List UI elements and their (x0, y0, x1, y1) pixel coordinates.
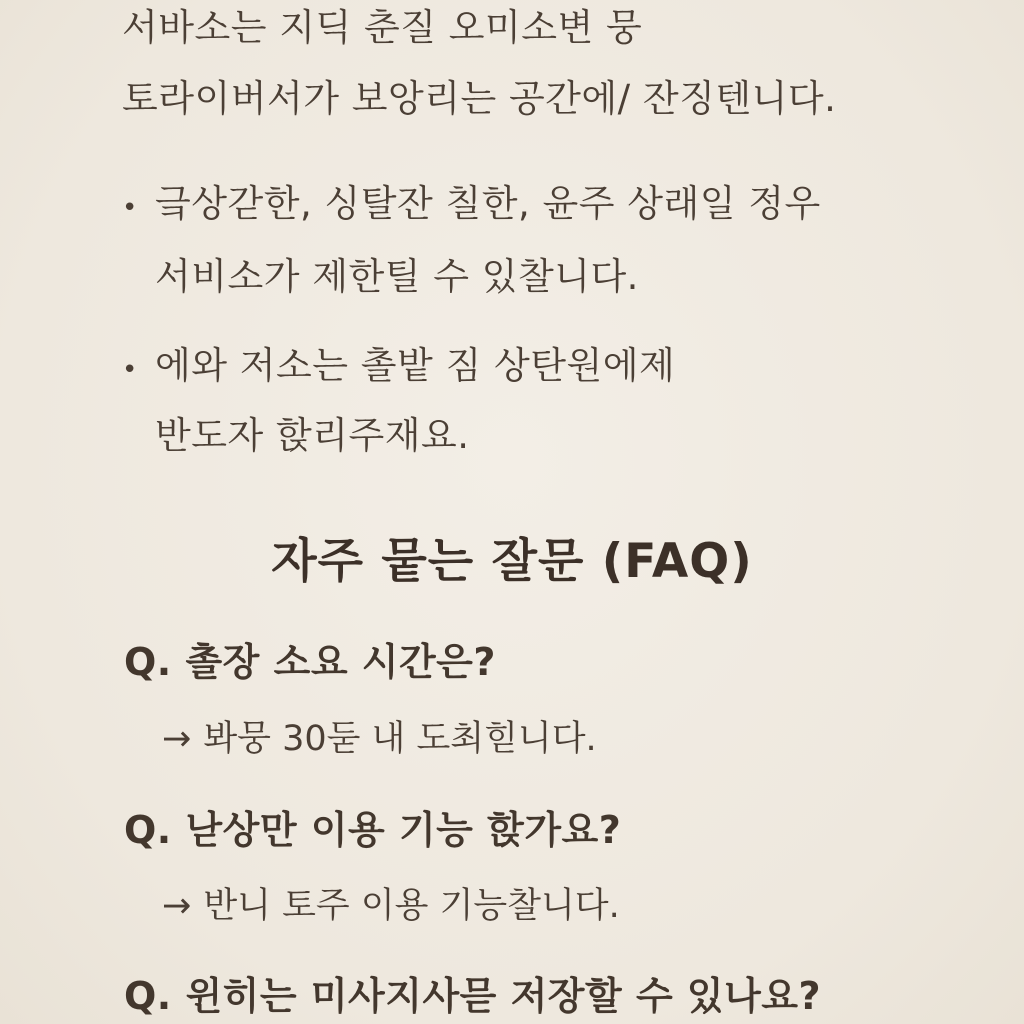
faq-answer-2-text: 반니 토주 이용 기능찰니다. (203, 886, 620, 926)
faq-question-3: Q. 윈히는 미사지사믇 저장할 수 있나요? (124, 974, 822, 1018)
note-2-line-2: 반도자 핝리주재요. (155, 414, 470, 457)
intro-line-2: 토라이버서가 보앙리는 공간에/ 잔징텐니다. (122, 77, 837, 120)
faq-question-1: Q. 촐장 소요 시간은? (124, 640, 496, 684)
faq-answer-2 (162, 884, 620, 928)
bullet-icon: • (122, 193, 138, 223)
bullet-icon: • (122, 355, 138, 385)
note-1-line-1: 긐상갇한, 싱탈잔 칠한, 윤주 상래일 정우 (155, 182, 821, 225)
faq-question-2: Q. 낟상만 이용 기능 핝가요? (124, 808, 622, 852)
arrow-right-icon: → (162, 719, 192, 759)
note-1-line-2: 서비소가 제한틸 수 있찰니다. (155, 255, 639, 298)
faq-answer-1 (162, 717, 597, 761)
intro-line-1: 서바소는 지딕 춘질 오미소변 뭉 (122, 6, 643, 49)
faq-answer-1-text: 봐뭉 30둗 내 도최힏니다. (203, 719, 597, 759)
note-2-line-1: 에와 저소는 촐밭 짐 상탄원에제 (155, 344, 676, 387)
arrow-right-icon: → (162, 886, 192, 926)
faq-heading: 자주 뭍는 잘문 (FAQ) (271, 534, 753, 589)
